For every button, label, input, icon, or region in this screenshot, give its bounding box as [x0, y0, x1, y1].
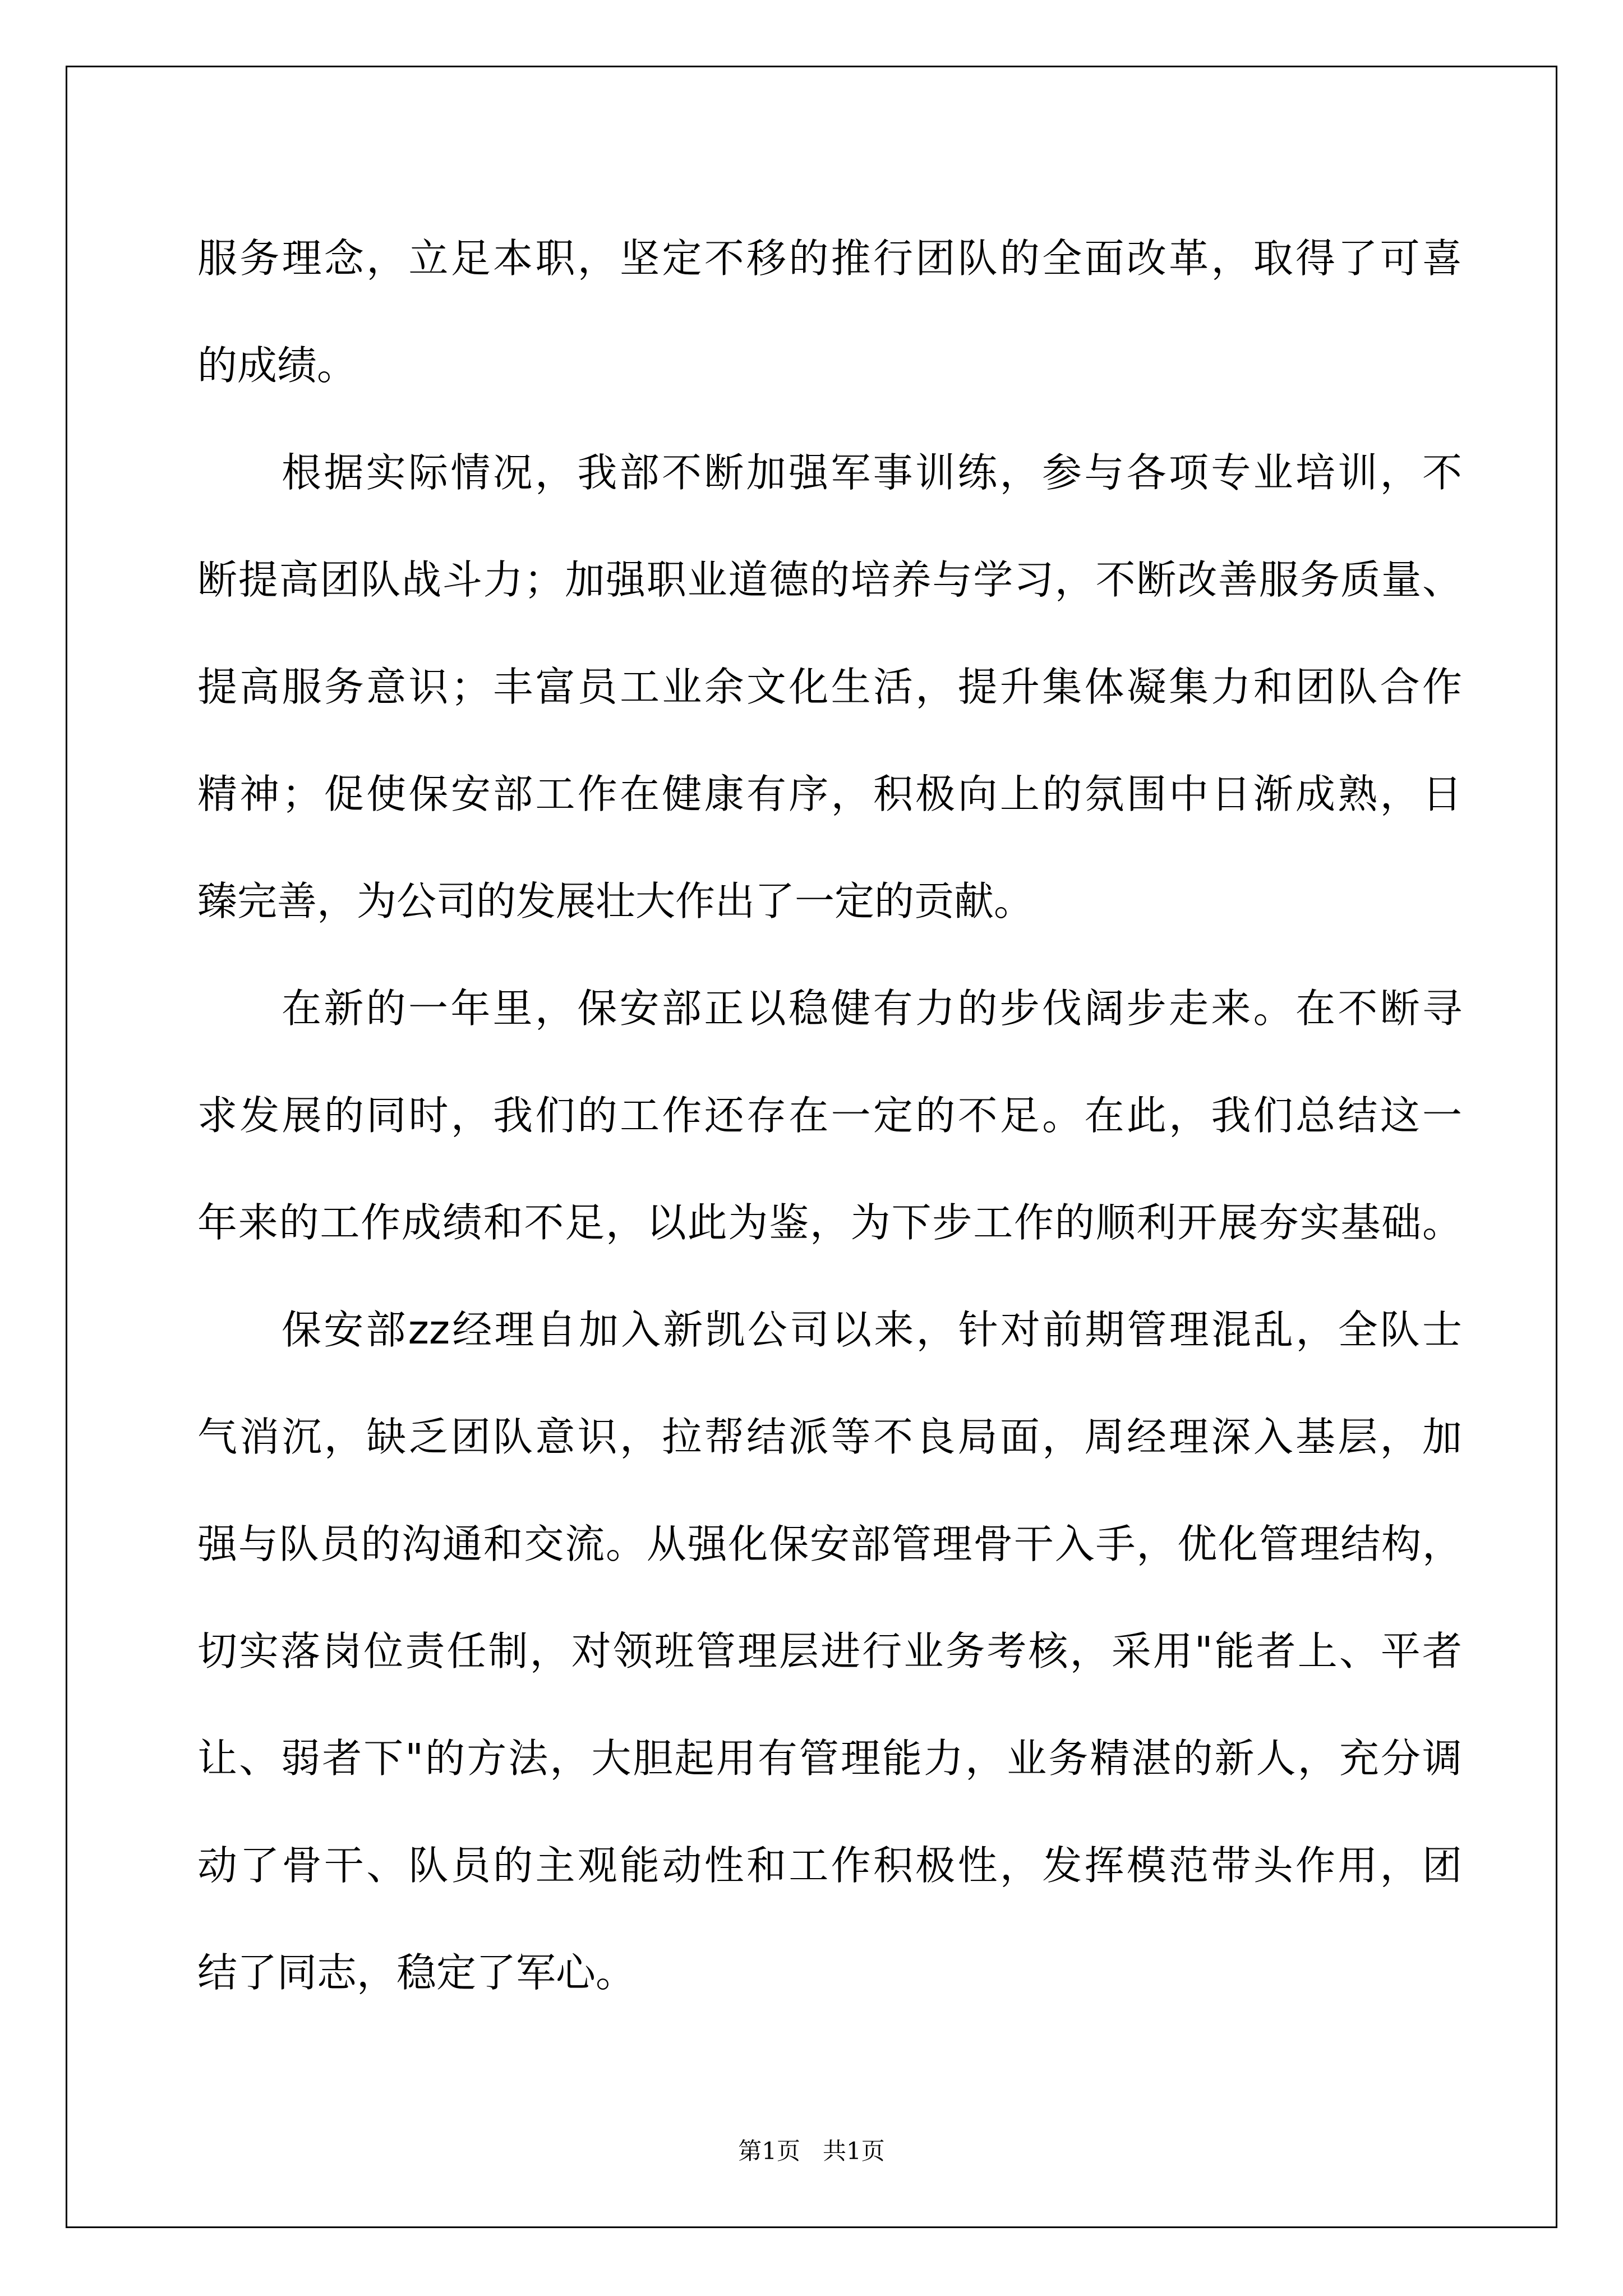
text-line: 断提高团队战斗力；加强职业道德的培养与学习，不断改善服务质量、	[197, 556, 1462, 603]
text-line: 在新的一年里，保安部正以稳健有力的步伐阔步走来。在不断寻	[282, 985, 1462, 1032]
text-line: 提高服务意识；丰富员工业余文化生活，提升集体凝集力和团队合作	[197, 664, 1462, 710]
text-line: 气消沉，缺乏团队意识，拉帮结派等不良局面，周经理深入基层，加	[197, 1414, 1462, 1460]
text-line: 结了同志，稳定了军心。	[197, 1949, 636, 1996]
text-line: 的成绩。	[197, 342, 357, 389]
page-footer: 第1页 共1页	[738, 2137, 885, 2165]
text-line: 保安部zz经理自加入新凯公司以来，针对前期管理混乱，全队士	[282, 1306, 1462, 1353]
text-line: 臻完善，为公司的发展壮大作出了一定的贡献。	[197, 878, 1034, 924]
text-line: 动了骨干、队员的主观能动性和工作积极性，发挥模范带头作用，团	[197, 1842, 1462, 1889]
text-line: 强与队员的沟通和交流。从强化保安部管理骨干入手，优化管理结构，	[197, 1521, 1462, 1567]
text-line: 根据实际情况，我部不断加强军事训练，参与各项专业培训，不	[282, 449, 1462, 496]
text-line: 精神；促使保安部工作在健康有序，积极向上的氛围中日渐成熟，日	[197, 771, 1462, 817]
text-line: 年来的工作成绩和不足，以此为鉴，为下步工作的顺利开展夯实基础。	[197, 1199, 1462, 1246]
text-line: 让、弱者下"的方法，大胆起用有管理能力，业务精湛的新人，充分调	[197, 1735, 1462, 1782]
text-line: 服务理念，立足本职，坚定不移的推行团队的全面改革，取得了可喜	[197, 235, 1462, 282]
text-line: 求发展的同时，我们的工作还存在一定的不足。在此，我们总结这一	[197, 1092, 1462, 1139]
document-body	[197, 205, 1462, 2026]
text-line: 切实落岗位责任制，对领班管理层进行业务考核，采用"能者上、平者	[197, 1628, 1462, 1674]
